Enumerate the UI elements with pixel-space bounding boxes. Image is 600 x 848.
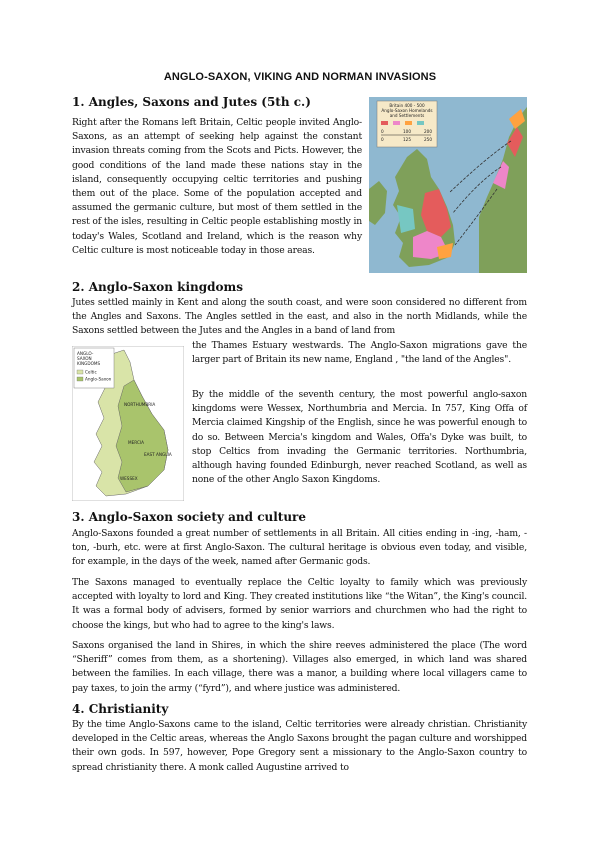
legend-celtic: Celtic [85,369,97,375]
legend-swatch-celtic [77,370,83,374]
legend-swatch-saxons [393,121,400,125]
label-mercia: MERCIA [128,440,144,445]
section-4-paragraph-1: By the time Anglo-Saxons came to the island, Celtic territories were already christian. Christianity developed in the Celtic areas, whereas the Anglo Saxons brought the pagan culture and worshipped their own gods. In 597, however, Pope Gregory sent a missionary to the Anglo-Saxon country to spread christianity there. A monk called Augustine arrived to [72,719,527,773]
kingdoms-map-figure [72,346,184,501]
label-east-anglia: EAST ANGLIA [144,452,172,457]
section-4-heading: 4. Christianity [72,702,169,716]
document-title: ANGLO-SAXON, VIKING AND NORMAN INVASIONS [163,71,437,83]
kingdoms-title-3: KINGDOMS [77,361,101,366]
section-3-paragraph-3: Saxons organised the land in Shires, in which the shire reeves administered the place (The word “Sheriff” comes from them, as a shortening). Villages also emerged, in which land was shared between the families. In each village, there was a manor, a building where local villagers came to pay taxes, to join the army (“fyrd”), and where justice was administered. [72,640,527,694]
section-1-paragraph-1: Right after the Romans left Britain, Celtic people invited Anglo-Saxons, as an attempt of seeking help against the constant invasion threats coming from the Scots and Picts. However, the good conditions of the land made these nations stay in the island, consequently occupying celtic territories and pushing them out of the place. Some of the population accepted and assumed the germanic culture, but most of them settled in the rest of the isles, resulting in Celtic people establishing mostly in today's Wales, Scotland and Ireland, which is the reason why Celtic culture is most noticeable today in those areas. [72,117,362,256]
scale-miles-0: 0 [381,129,384,134]
legend-swatch-jutes [405,121,412,125]
kingdoms-map [72,346,184,501]
invasion-map [369,97,527,273]
map-legend-title-2: Anglo-Saxon Homelands [381,108,433,113]
map-legend-title-3: and Settlements [389,113,425,118]
map-legend-title-1: Britain 400 - 500 [389,103,425,108]
label-northumbria: NORTHUMBRIA [124,402,156,407]
legend-swatch-anglo [77,377,83,381]
section-3-paragraph-1: Anglo-Saxons founded a great number of settlements in all Britain. All cities ending in -ing, -ham, -ton, -burh, etc. were at first Anglo-Saxon. The cultural heritage is obvious even today, and visible, for example, in the days of the week, named after Germanic gods. [72,528,527,568]
section-2-paragraph-3: By the middle of the seventh century, the most powerful anglo-saxon kingdoms were Wessex, Northumbria and Mercia. In 757, King Offa of Mercia claimed Kingship of the English, since he was powerful enough to do so. Between Mercia's kingdom and Wales, Offa's Dyke was built, to stop Celtics from invading the Germanic territories. Northumbria, although having founded Edinburgh, never reached Scotland, as well as none of the other Anglo Saxon Kingdoms. [192,389,527,486]
scale-miles-100: 100 [403,129,411,134]
scale-km-125: 125 [403,137,411,142]
scale-km-250: 250 [424,137,432,142]
section-2-paragraph-1: Jutes settled mainly in Kent and along the south coast, and were soon considered no different from the Angles and Saxons. The Angles settled in the east, and also in the north Midlands, while the Saxons settled between the Jutes and the Angles in a band of land from [72,297,527,337]
legend-swatch-britons [417,121,424,125]
section-2-heading: 2. Anglo-Saxon kingdoms [72,280,244,294]
scale-km-0: 0 [381,137,384,142]
section-2-paragraph-2: the Thames Estuary westwards. The Anglo-Saxon migrations gave the larger part of Britain its new name, England , "the land of the Angles". [192,340,527,366]
section-3-paragraph-2: The Saxons managed to eventually replace the Celtic loyalty to family which was previously accepted with loyalty to lord and King. They created institutions like “the Witan”, the King's council. It was a formal body of advisers, formed by senior warriors and churchmen who had the right to choose the kings, but who had to agree to the king's laws. [72,577,527,631]
legend-swatch-angles [381,121,388,125]
kingdoms-title-1: ANGLO- [77,351,94,356]
invasion-map-figure [369,97,527,273]
scale-miles-200: 200 [424,129,432,134]
section-1-heading: 1. Angles, Saxons and Jutes (5th c.) [72,95,311,109]
kingdoms-title-2: SAXON [77,356,92,361]
legend-anglo-saxon: Anglo-Saxon [85,376,112,382]
label-wessex: WESSEX [120,476,138,481]
section-3-heading: 3. Anglo-Saxon society and culture [72,510,307,524]
